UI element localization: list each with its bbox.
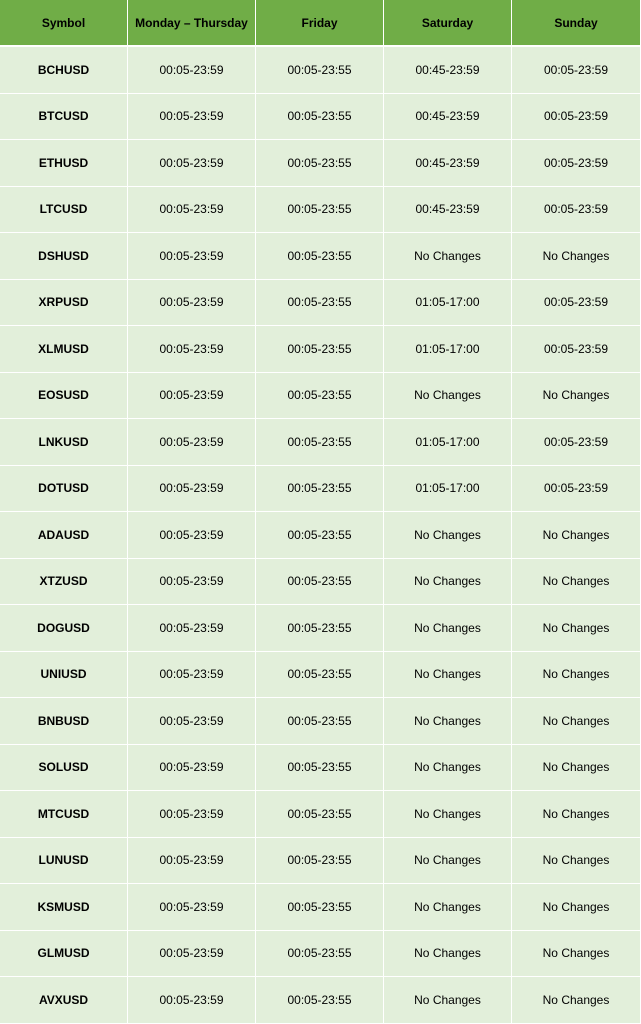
cell-sunday: No Changes	[542, 667, 610, 682]
table-row	[0, 280, 640, 327]
cell-saturday: 00:45-23:59	[384, 47, 512, 93]
cell-symbol: MTCUSD	[0, 791, 128, 837]
cell-saturday: 01:05-17:00	[384, 280, 512, 326]
cell-monday-thursday: 00:05-23:59	[128, 373, 256, 419]
cell-symbol: DOTUSD	[0, 466, 128, 512]
cell-monday-thursday: 00:05-23:59	[128, 280, 256, 326]
table-row	[0, 838, 640, 885]
cell-friday: 00:05-23:55	[256, 977, 384, 1023]
cell-sunday: No Changes	[542, 574, 610, 589]
cell-symbol: ETHUSD	[0, 140, 128, 186]
cell-friday: 00:05-23:55	[256, 47, 384, 93]
table-row	[0, 605, 640, 652]
cell-sunday: No Changes	[542, 992, 610, 1007]
header-saturday: Saturday	[384, 0, 512, 45]
table-body	[0, 47, 640, 1024]
cell-symbol: GLMUSD	[0, 931, 128, 977]
table-row	[0, 466, 640, 513]
cell-saturday: No Changes	[384, 605, 512, 651]
cell-saturday: No Changes	[384, 884, 512, 930]
cell-friday: 00:05-23:55	[256, 931, 384, 977]
cell-saturday: 01:05-17:00	[384, 326, 512, 372]
cell-saturday: No Changes	[384, 931, 512, 977]
cell-symbol: BCHUSD	[0, 47, 128, 93]
table-row	[0, 512, 640, 559]
cell-saturday: No Changes	[384, 652, 512, 698]
table-row	[0, 977, 640, 1024]
cell-monday-thursday: 00:05-23:59	[128, 698, 256, 744]
cell-monday-thursday: 00:05-23:59	[128, 512, 256, 558]
cell-sunday: 00:05-23:59	[543, 481, 609, 496]
cell-monday-thursday: 00:05-23:59	[128, 652, 256, 698]
cell-symbol: BTCUSD	[0, 94, 128, 140]
header-friday: Friday	[256, 0, 384, 45]
cell-friday: 00:05-23:55	[256, 838, 384, 884]
cell-symbol: DSHUSD	[0, 233, 128, 279]
cell-sunday: 00:05-23:59	[543, 155, 609, 170]
cell-sunday: No Changes	[542, 248, 610, 263]
cell-sunday: No Changes	[542, 388, 610, 403]
cell-sunday: No Changes	[542, 713, 610, 728]
cell-symbol: DOGUSD	[0, 605, 128, 651]
cell-saturday: No Changes	[384, 559, 512, 605]
cell-sunday: 00:05-23:59	[543, 434, 609, 449]
cell-monday-thursday: 00:05-23:59	[128, 326, 256, 372]
table-row	[0, 373, 640, 420]
cell-saturday: 00:45-23:59	[384, 94, 512, 140]
cell-sunday: No Changes	[542, 899, 610, 914]
cell-friday: 00:05-23:55	[256, 698, 384, 744]
cell-sunday: No Changes	[542, 946, 610, 961]
table-row	[0, 884, 640, 931]
cell-friday: 00:05-23:55	[256, 884, 384, 930]
cell-saturday: No Changes	[384, 791, 512, 837]
cell-friday: 00:05-23:55	[256, 233, 384, 279]
cell-saturday: 01:05-17:00	[384, 419, 512, 465]
cell-monday-thursday: 00:05-23:59	[128, 605, 256, 651]
table-row	[0, 47, 640, 94]
cell-symbol: LTCUSD	[0, 187, 128, 233]
cell-saturday: 00:45-23:59	[384, 140, 512, 186]
cell-sunday: No Changes	[542, 760, 610, 775]
cell-sunday: 00:05-23:59	[543, 109, 609, 124]
cell-monday-thursday: 00:05-23:59	[128, 559, 256, 605]
cell-friday: 00:05-23:55	[256, 512, 384, 558]
table-row	[0, 187, 640, 234]
cell-symbol: KSMUSD	[0, 884, 128, 930]
cell-sunday: No Changes	[542, 620, 610, 635]
cell-friday: 00:05-23:55	[256, 419, 384, 465]
cell-monday-thursday: 00:05-23:59	[128, 791, 256, 837]
cell-monday-thursday: 00:05-23:59	[128, 745, 256, 791]
table-header-row	[0, 0, 640, 47]
cell-symbol: EOSUSD	[0, 373, 128, 419]
cell-friday: 00:05-23:55	[256, 94, 384, 140]
cell-symbol: ADAUSD	[0, 512, 128, 558]
header-symbol: Symbol	[0, 0, 128, 45]
table-row	[0, 745, 640, 792]
cell-sunday: No Changes	[542, 806, 610, 821]
cell-symbol: XLMUSD	[0, 326, 128, 372]
table-row	[0, 931, 640, 978]
table-row	[0, 652, 640, 699]
cell-saturday: No Changes	[384, 373, 512, 419]
cell-saturday: 01:05-17:00	[384, 466, 512, 512]
cell-monday-thursday: 00:05-23:59	[128, 977, 256, 1023]
cell-symbol: UNIUSD	[0, 652, 128, 698]
table-row	[0, 233, 640, 280]
cell-saturday: No Changes	[384, 512, 512, 558]
cell-symbol: LUNUSD	[0, 838, 128, 884]
cell-monday-thursday: 00:05-23:59	[128, 187, 256, 233]
cell-friday: 00:05-23:55	[256, 466, 384, 512]
table-row	[0, 326, 640, 373]
cell-sunday: No Changes	[542, 527, 610, 542]
cell-symbol: LNKUSD	[0, 419, 128, 465]
cell-symbol: XRPUSD	[0, 280, 128, 326]
cell-monday-thursday: 00:05-23:59	[128, 233, 256, 279]
cell-saturday: No Changes	[384, 233, 512, 279]
cell-saturday: 00:45-23:59	[384, 187, 512, 233]
cell-sunday: No Changes	[542, 853, 610, 868]
cell-sunday: 00:05-23:59	[543, 202, 609, 217]
cell-saturday: No Changes	[384, 745, 512, 791]
cell-friday: 00:05-23:55	[256, 791, 384, 837]
cell-friday: 00:05-23:55	[256, 373, 384, 419]
cell-saturday: No Changes	[384, 977, 512, 1023]
cell-sunday: 00:05-23:59	[543, 295, 609, 310]
cell-friday: 00:05-23:55	[256, 326, 384, 372]
cell-symbol: AVXUSD	[0, 977, 128, 1023]
table-row	[0, 791, 640, 838]
cell-sunday: 00:05-23:59	[543, 62, 609, 77]
header-monday-thursday: Monday – Thursday	[128, 0, 256, 45]
cell-symbol: SOLUSD	[0, 745, 128, 791]
cell-monday-thursday: 00:05-23:59	[128, 884, 256, 930]
cell-friday: 00:05-23:55	[256, 280, 384, 326]
cell-friday: 00:05-23:55	[256, 652, 384, 698]
cell-monday-thursday: 00:05-23:59	[128, 838, 256, 884]
table-row	[0, 140, 640, 187]
cell-saturday: No Changes	[384, 838, 512, 884]
cell-monday-thursday: 00:05-23:59	[128, 94, 256, 140]
cell-friday: 00:05-23:55	[256, 187, 384, 233]
cell-symbol: BNBUSD	[0, 698, 128, 744]
cell-friday: 00:05-23:55	[256, 605, 384, 651]
cell-monday-thursday: 00:05-23:59	[128, 931, 256, 977]
cell-friday: 00:05-23:55	[256, 559, 384, 605]
cell-friday: 00:05-23:55	[256, 140, 384, 186]
cell-symbol: XTZUSD	[0, 559, 128, 605]
table-row	[0, 698, 640, 745]
cell-monday-thursday: 00:05-23:59	[128, 419, 256, 465]
table-row	[0, 559, 640, 606]
table-row	[0, 419, 640, 466]
cell-sunday: 00:05-23:59	[543, 341, 609, 356]
cell-friday: 00:05-23:55	[256, 745, 384, 791]
cell-monday-thursday: 00:05-23:59	[128, 466, 256, 512]
cell-monday-thursday: 00:05-23:59	[128, 47, 256, 93]
table-row	[0, 94, 640, 141]
cell-saturday: No Changes	[384, 698, 512, 744]
header-sunday: Sunday	[554, 15, 598, 30]
cell-monday-thursday: 00:05-23:59	[128, 140, 256, 186]
